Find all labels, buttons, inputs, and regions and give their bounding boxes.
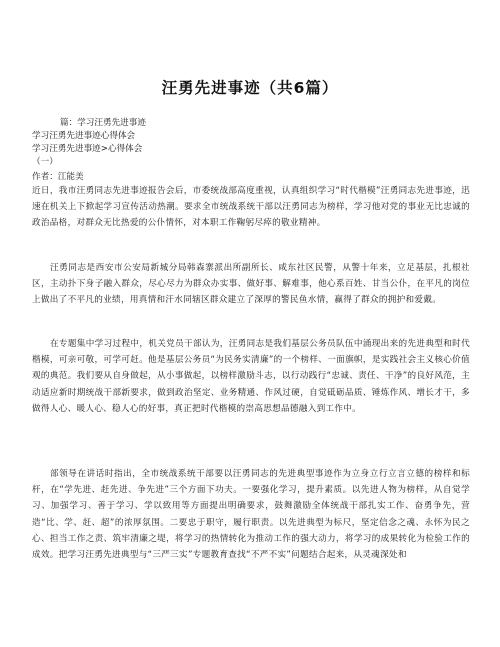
document-title: 汪勇先进事迹（共6篇） (161, 79, 339, 97)
paragraph-1: 近日，我市汪勇同志先进事迹报告会后，市委统战部高度重视，认真组织学习“时代楷模”汪勇同志先进事迹，迅速在机关上下掀起学习宣传活动热潮。要求全市统战系统干部以汪勇同志为榜样，学习他对党的事业无比忠诚的政治品格，对群众无比热爱的公仆情怀，对本职工作鞠躬尽瘁的敬业精神。 (32, 186, 470, 229)
header-line-3: 学习汪勇先进事迹>心得体会 (32, 144, 143, 154)
paragraph-4: 部领导在讲话时指出，全市统战系统干部要以汪勇同志的先进典型事迹作为立身立行立言立德的榜样和标杆，在“学先进、赶先进、争先进”三个方面下功夫。一要强化学习，提升素质。以先进人物为榜样，从自觉学习、加强学习、善于学习、学以致用等方面提出明确要求，鼓舞激励全体统战干部扎实工作、奋勇争先，营造“比、学、赶、超”的浓厚氛围。二要忠于职守，履行职责。以先进典型为标尺，坚定信念之魂、永怀为民之心、担当工作之责、筑牢清廉之堤，将学习的热情转化为推动工作的强大动力，将学习的成果转化为检验工作的成效。把学习汪勇先进典型与“三严三实”专题教育查找“不严不实”问题结合起来，从灵魂深处和 (32, 469, 470, 561)
header-line-2: 学习汪勇先进事迹心得体会 (32, 131, 136, 141)
section-number: （一） (32, 157, 58, 167)
paragraph-2: 汪勇同志是西安市公安局新城分局韩森寨派出所副所长、咸东社区民警，从警十年来，立足基层，扎根社区，主动扑下身子融入群众，尽心尽力为群众办实事、做好事、解难事，他心系百姓、甘当公仆，在平凡的岗位上做出了不平凡的业绩，用真情和汗水同辖区群众建立了深厚的警民鱼水情，赢得了群众的拥护和爱戴。 (32, 263, 470, 306)
header-line-1: 篇：学习汪勇先进事迹 (60, 118, 146, 128)
paragraph-3: 在专题集中学习过程中，机关党员干部认为，汪勇同志是我们基层公务员队伍中涌现出来的先进典型和时代楷模，可亲可敬，可学可赶。他是基层公务员“为民务实清廉”的一个榜样、一面旗帜，是实践社会主义核心价值观的典范。我们要从自身做起，从小事做起，以榜样激励斗志，以行动践行“忠诚、责任、干净”的良好风范，主动适应新时期统战干部新要求，做到政治坚定、业务精通、作风过硬，自觉砥砺品质、锤炼作风、增长才干，多做得人心、暖人心、稳人心的好事，真正把时代楷模的崇高思想品德融入到工作中。 (32, 339, 470, 414)
author-line: 作者：江能美 (32, 172, 84, 182)
